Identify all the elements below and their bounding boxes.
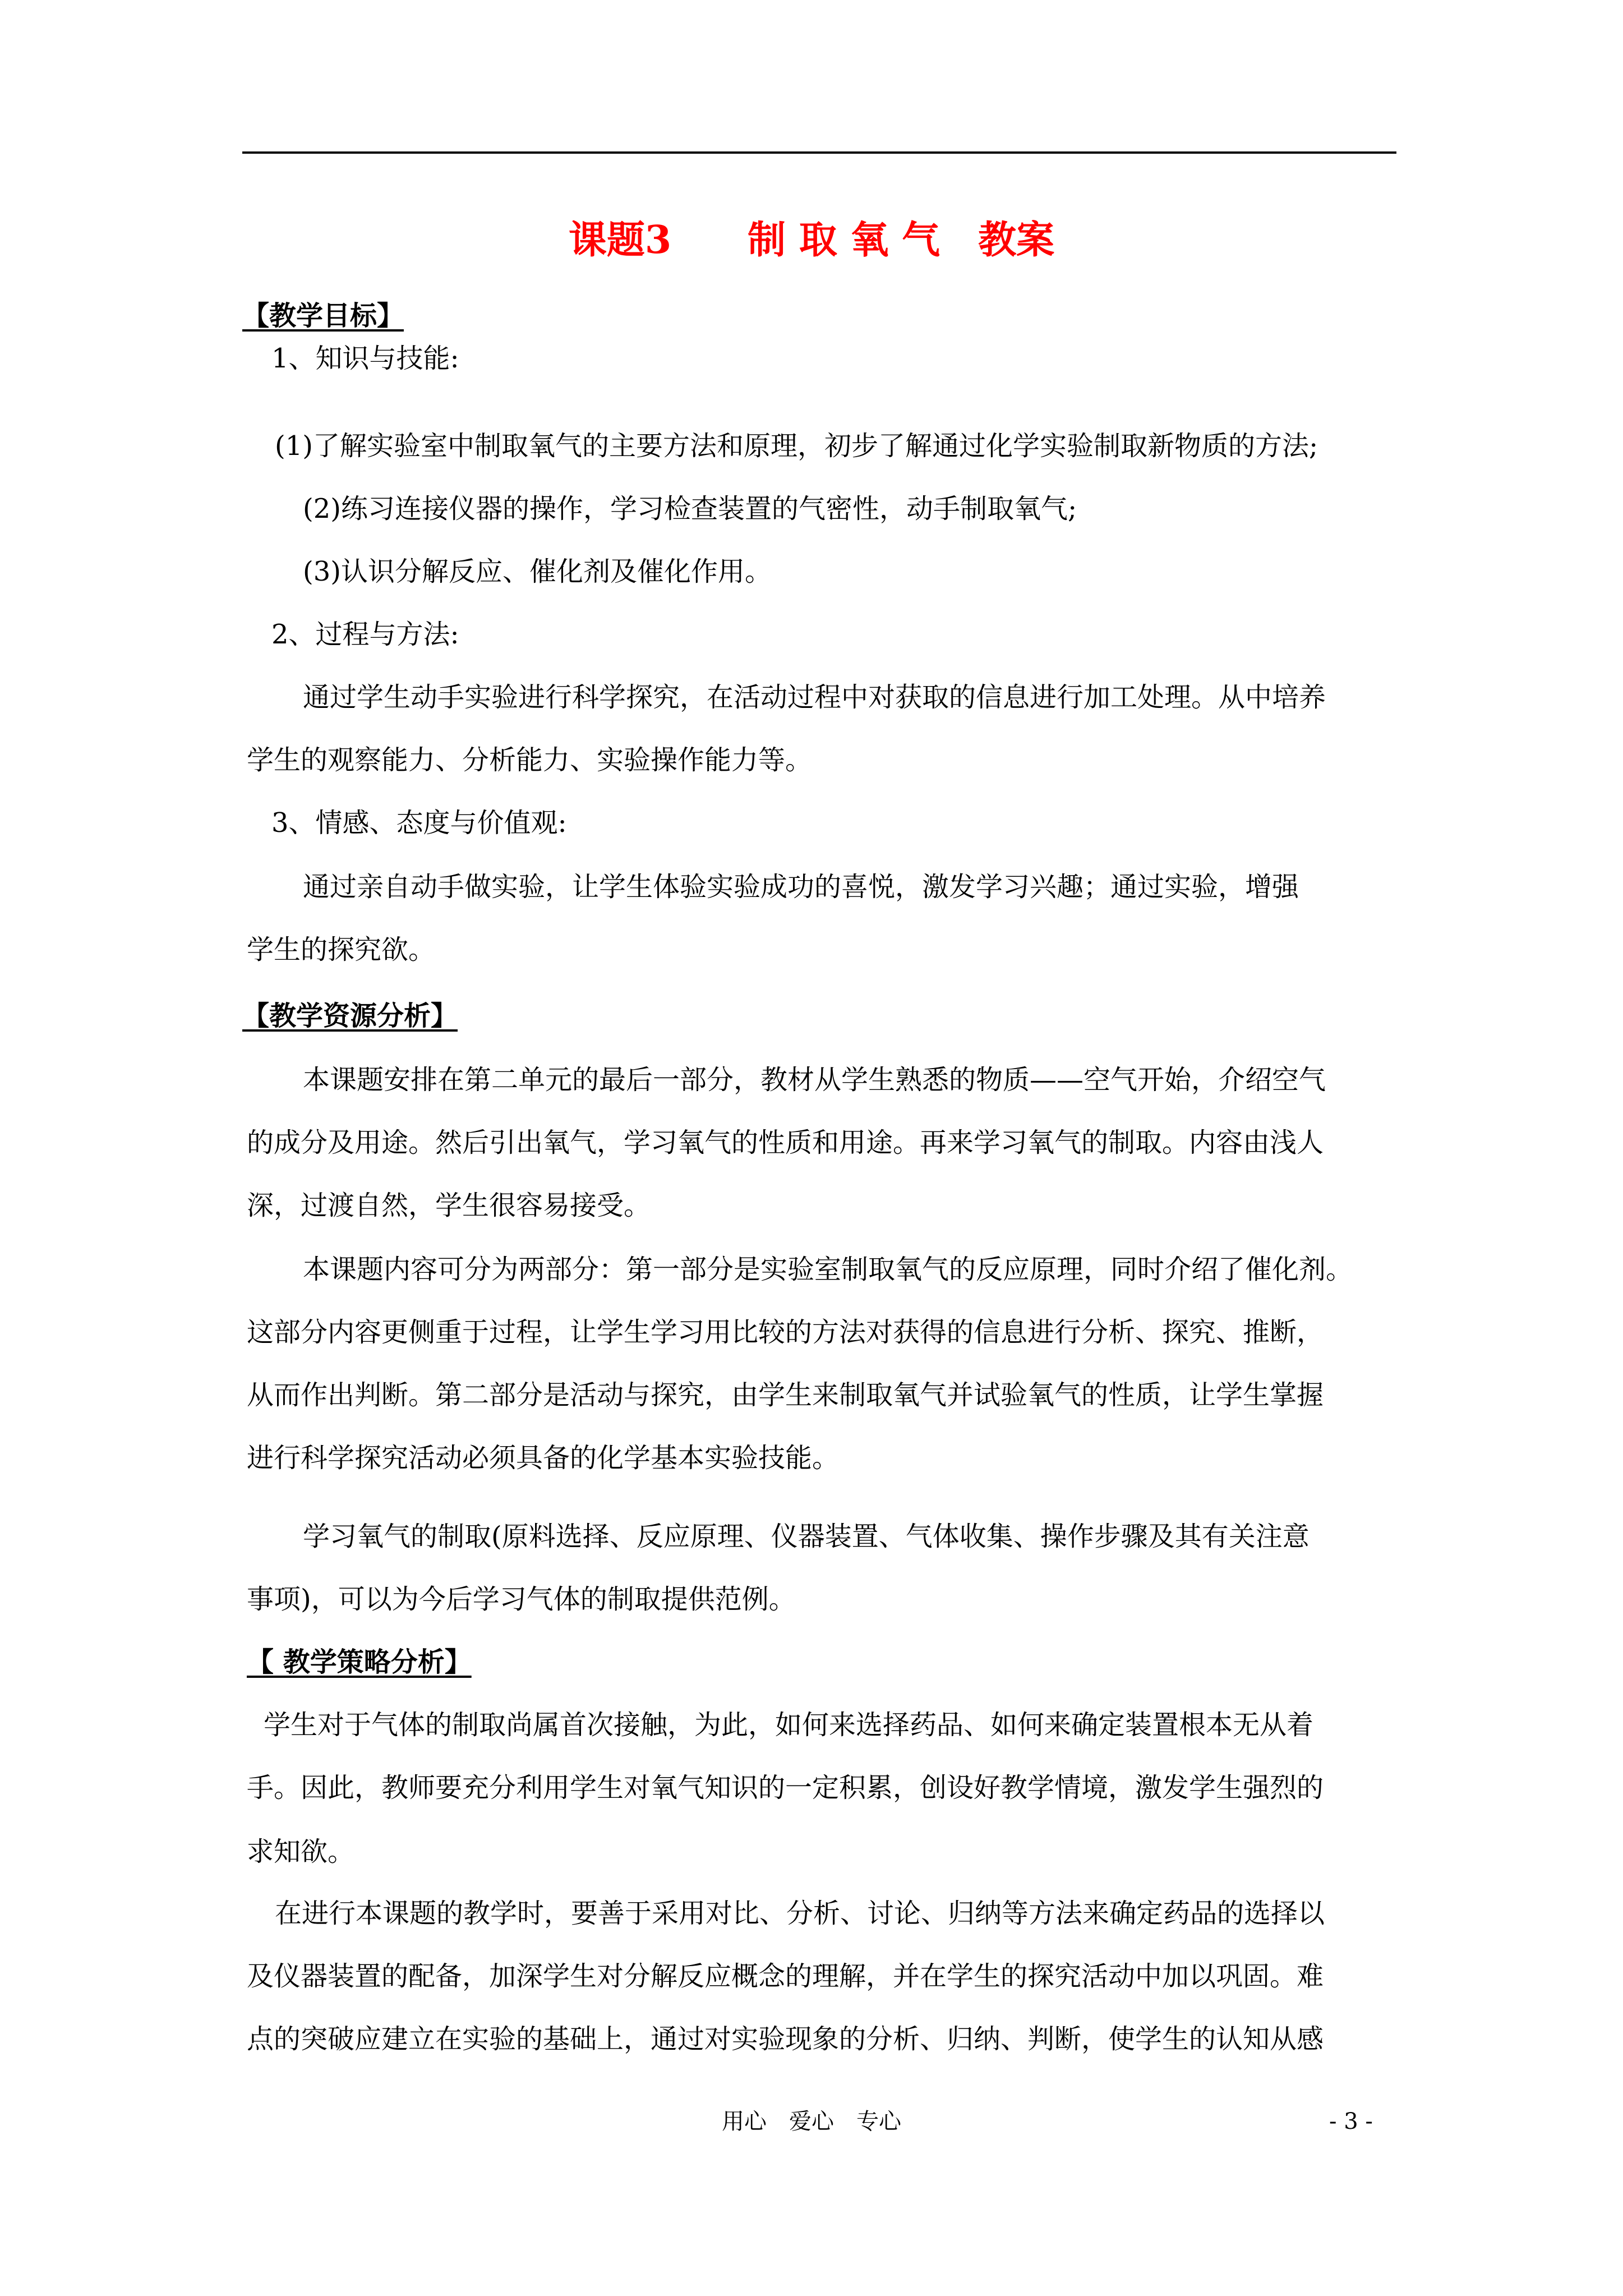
header-rule (242, 151, 1396, 154)
paragraph-line: 1、知识与技能: (271, 343, 459, 374)
paragraph-line: 2、过程与方法: (271, 619, 459, 650)
paragraph-line: 进行科学探究活动必须具备的化学基本实验技能。 (247, 1442, 840, 1474)
paragraph-line: 本课题安排在第二单元的最后一部分，教材从学生熟悉的物质——空气开始，介绍空气 (303, 1064, 1326, 1096)
section-heading-objectives: 【教学目标】 (242, 300, 404, 332)
document-title: 课题3 制 取 氧 气 教案 (568, 218, 1055, 263)
paragraph-line: 事项)，可以为今后学习气体的制取提供范例。 (247, 1584, 796, 1615)
paragraph-line: 深，过渡自然，学生很容易接受。 (247, 1190, 651, 1221)
paragraph-line: 学生的探究欲。 (247, 934, 436, 965)
paragraph-line: (1)了解实验室中制取氧气的主要方法和原理，初步了解通过化学实验制取新物质的方法; (275, 430, 1318, 462)
paragraph-line: 学生对于气体的制取尚属首次接触，为此，如何来选择药品、如何来确定装置根本无从着 (264, 1709, 1314, 1741)
paragraph-line: 从而作出判断。第二部分是活动与探究，由学生来制取氧气并试验氧气的性质，让学生掌握 (247, 1379, 1324, 1411)
paragraph-line: 求知欲。 (247, 1836, 355, 1867)
paragraph-line: 本课题内容可分为两部分：第一部分是实验室制取氧气的反应原理，同时介绍了催化剂。 (303, 1254, 1353, 1285)
paragraph-line: 及仪器装置的配备，加深学生对分解反应概念的理解，并在学生的探究活动中加以巩固。难 (247, 1961, 1324, 1992)
paragraph-line: 通过学生动手实验进行科学探究，在活动过程中对获取的信息进行加工处理。从中培养 (303, 682, 1326, 713)
paragraph-line: (2)练习连接仪器的操作，学习检查装置的气密性，动手制取氧气; (303, 493, 1077, 524)
section-heading-strategy: 【 教学策略分析】 (247, 1646, 472, 1678)
paragraph-line: 的成分及用途。然后引出氧气，学习氧气的性质和用途。再来学习氧气的制取。内容由浅人 (247, 1127, 1324, 1158)
paragraph-line: 通过亲自动手做实验，让学生体验实验成功的喜悦，激发学习兴趣；通过实验，增强 (303, 871, 1299, 903)
paragraph-line: 3、情感、态度与价值观: (271, 807, 567, 839)
paragraph-line: 学习氧气的制取(原料选择、反应原理、仪器装置、气体收集、操作步骤及其有关注意 (303, 1521, 1310, 1552)
section-heading-resources: 【教学资源分析】 (242, 1000, 458, 1032)
paragraph-line: 在进行本课题的教学时，要善于采用对比、分析、讨论、归纳等方法来确定药品的选择以 (275, 1898, 1325, 1929)
paragraph-line: 学生的观察能力、分析能力、实验操作能力等。 (247, 744, 813, 776)
paragraph-line: (3)认识分解反应、催化剂及催化作用。 (303, 556, 772, 587)
page-number: - 3 - (1329, 2109, 1373, 2134)
paragraph-line: 手。因此，教师要充分利用学生对氧气知识的一定积累，创设好教学情境，激发学生强烈的 (247, 1772, 1324, 1803)
paragraph-line: 点的突破应建立在实验的基础上，通过对实验现象的分析、归纳、判断，使学生的认知从感 (247, 2023, 1324, 2055)
paragraph-line: 这部分内容更侧重于过程，让学生学习用比较的方法对获得的信息进行分析、探究、推断， (247, 1317, 1324, 1348)
footer-motto: 用心 爱心 专心 (722, 2109, 901, 2134)
